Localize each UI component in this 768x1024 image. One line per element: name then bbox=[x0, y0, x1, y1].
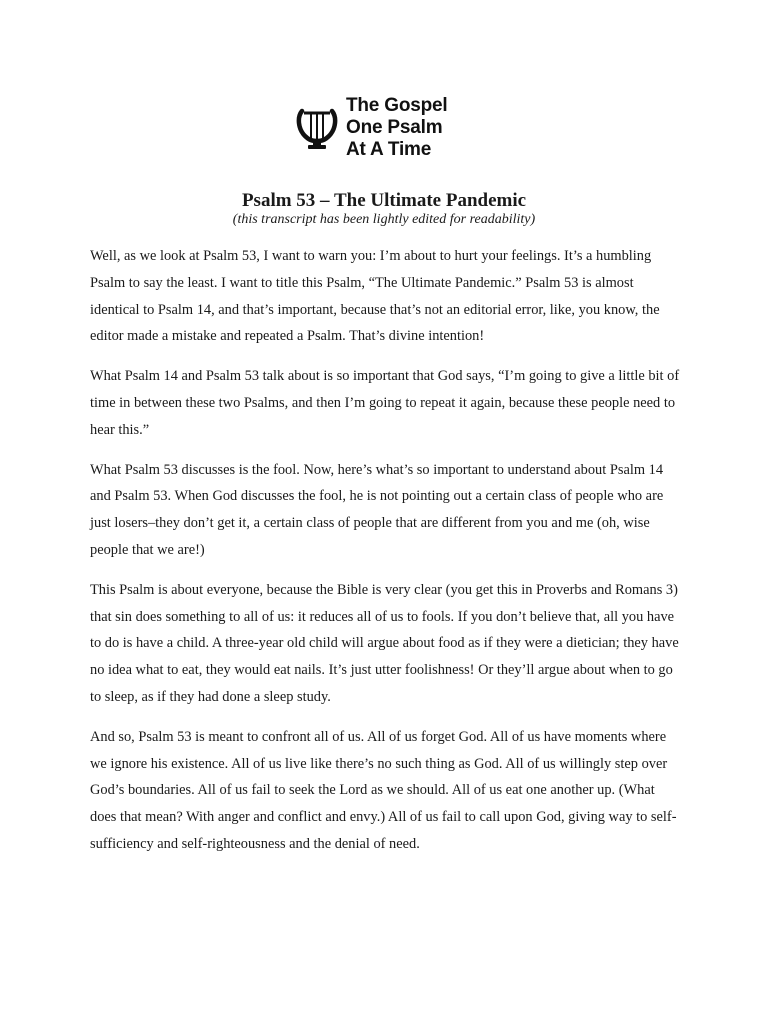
logo-wordmark bbox=[346, 95, 447, 161]
paragraph: What Psalm 14 and Psalm 53 talk about is so important that God says, “I’m going to give a little bit of time in between these two Psalms, and then I’m going to repeat it again, because these people need to hear this.” bbox=[90, 368, 680, 438]
lyre-icon bbox=[296, 103, 338, 153]
logo-line: The Gospel bbox=[346, 95, 448, 116]
page-title: Psalm 53 – The Ultimate Pandemic bbox=[241, 190, 527, 211]
logo bbox=[296, 95, 447, 161]
paragraph: This Psalm is about everyone, because the Bible is very clear (you get this in Proverbs and Romans 3) that sin does something to all of us: it reduces all of us to fools. If you don’t believe that, all you have to do is have a child. A three-year old child will argue about food as if they were a dietician; they have no idea what to eat, they would eat nails. It’s just utter foolishness! Or they’ll argue about when to go to sleep, as if they had done a sleep study. bbox=[90, 581, 679, 705]
page-subtitle: (this transcript has been lightly edited for readability) bbox=[232, 212, 536, 227]
paragraph: And so, Psalm 53 is meant to confront all of us. All of us forget God. All of us have moments where we ignore his existence. All of us live like there’s no such thing as God. All of us willingly step over God’s boundaries. All of us fail to seek the Lord as we should. All of us eat one another up. (What does that mean? With anger and conflict and envy.) All of us fail to call upon God, giving way to self-sufficiency and self-righteousness and the denial of need. bbox=[90, 728, 677, 852]
logo-line: At A Time bbox=[346, 139, 432, 160]
transcript-body bbox=[90, 243, 682, 871]
logo-line: One Psalm bbox=[346, 117, 443, 138]
paragraph: Well, as we look at Psalm 53, I want to warn you: I’m about to hurt your feelings. It’s a humbling Psalm to say the least. I want to title this Psalm, “The Ultimate Pandemic.” Psalm 53 is almost identical to Psalm 14, and that’s important, because that’s not an editorial error, like, you know, the editor made a mistake and repeated a Psalm. That’s divine intention! bbox=[90, 248, 660, 345]
paragraph: What Psalm 53 discusses is the fool. Now, here’s what’s so important to understand about Psalm 14 and Psalm 53. When God discusses the fool, he is not pointing out a certain class of people who are just losers–they don’t get it, a certain class of people that are different from you and me (oh, wise people that we are!) bbox=[90, 461, 664, 558]
